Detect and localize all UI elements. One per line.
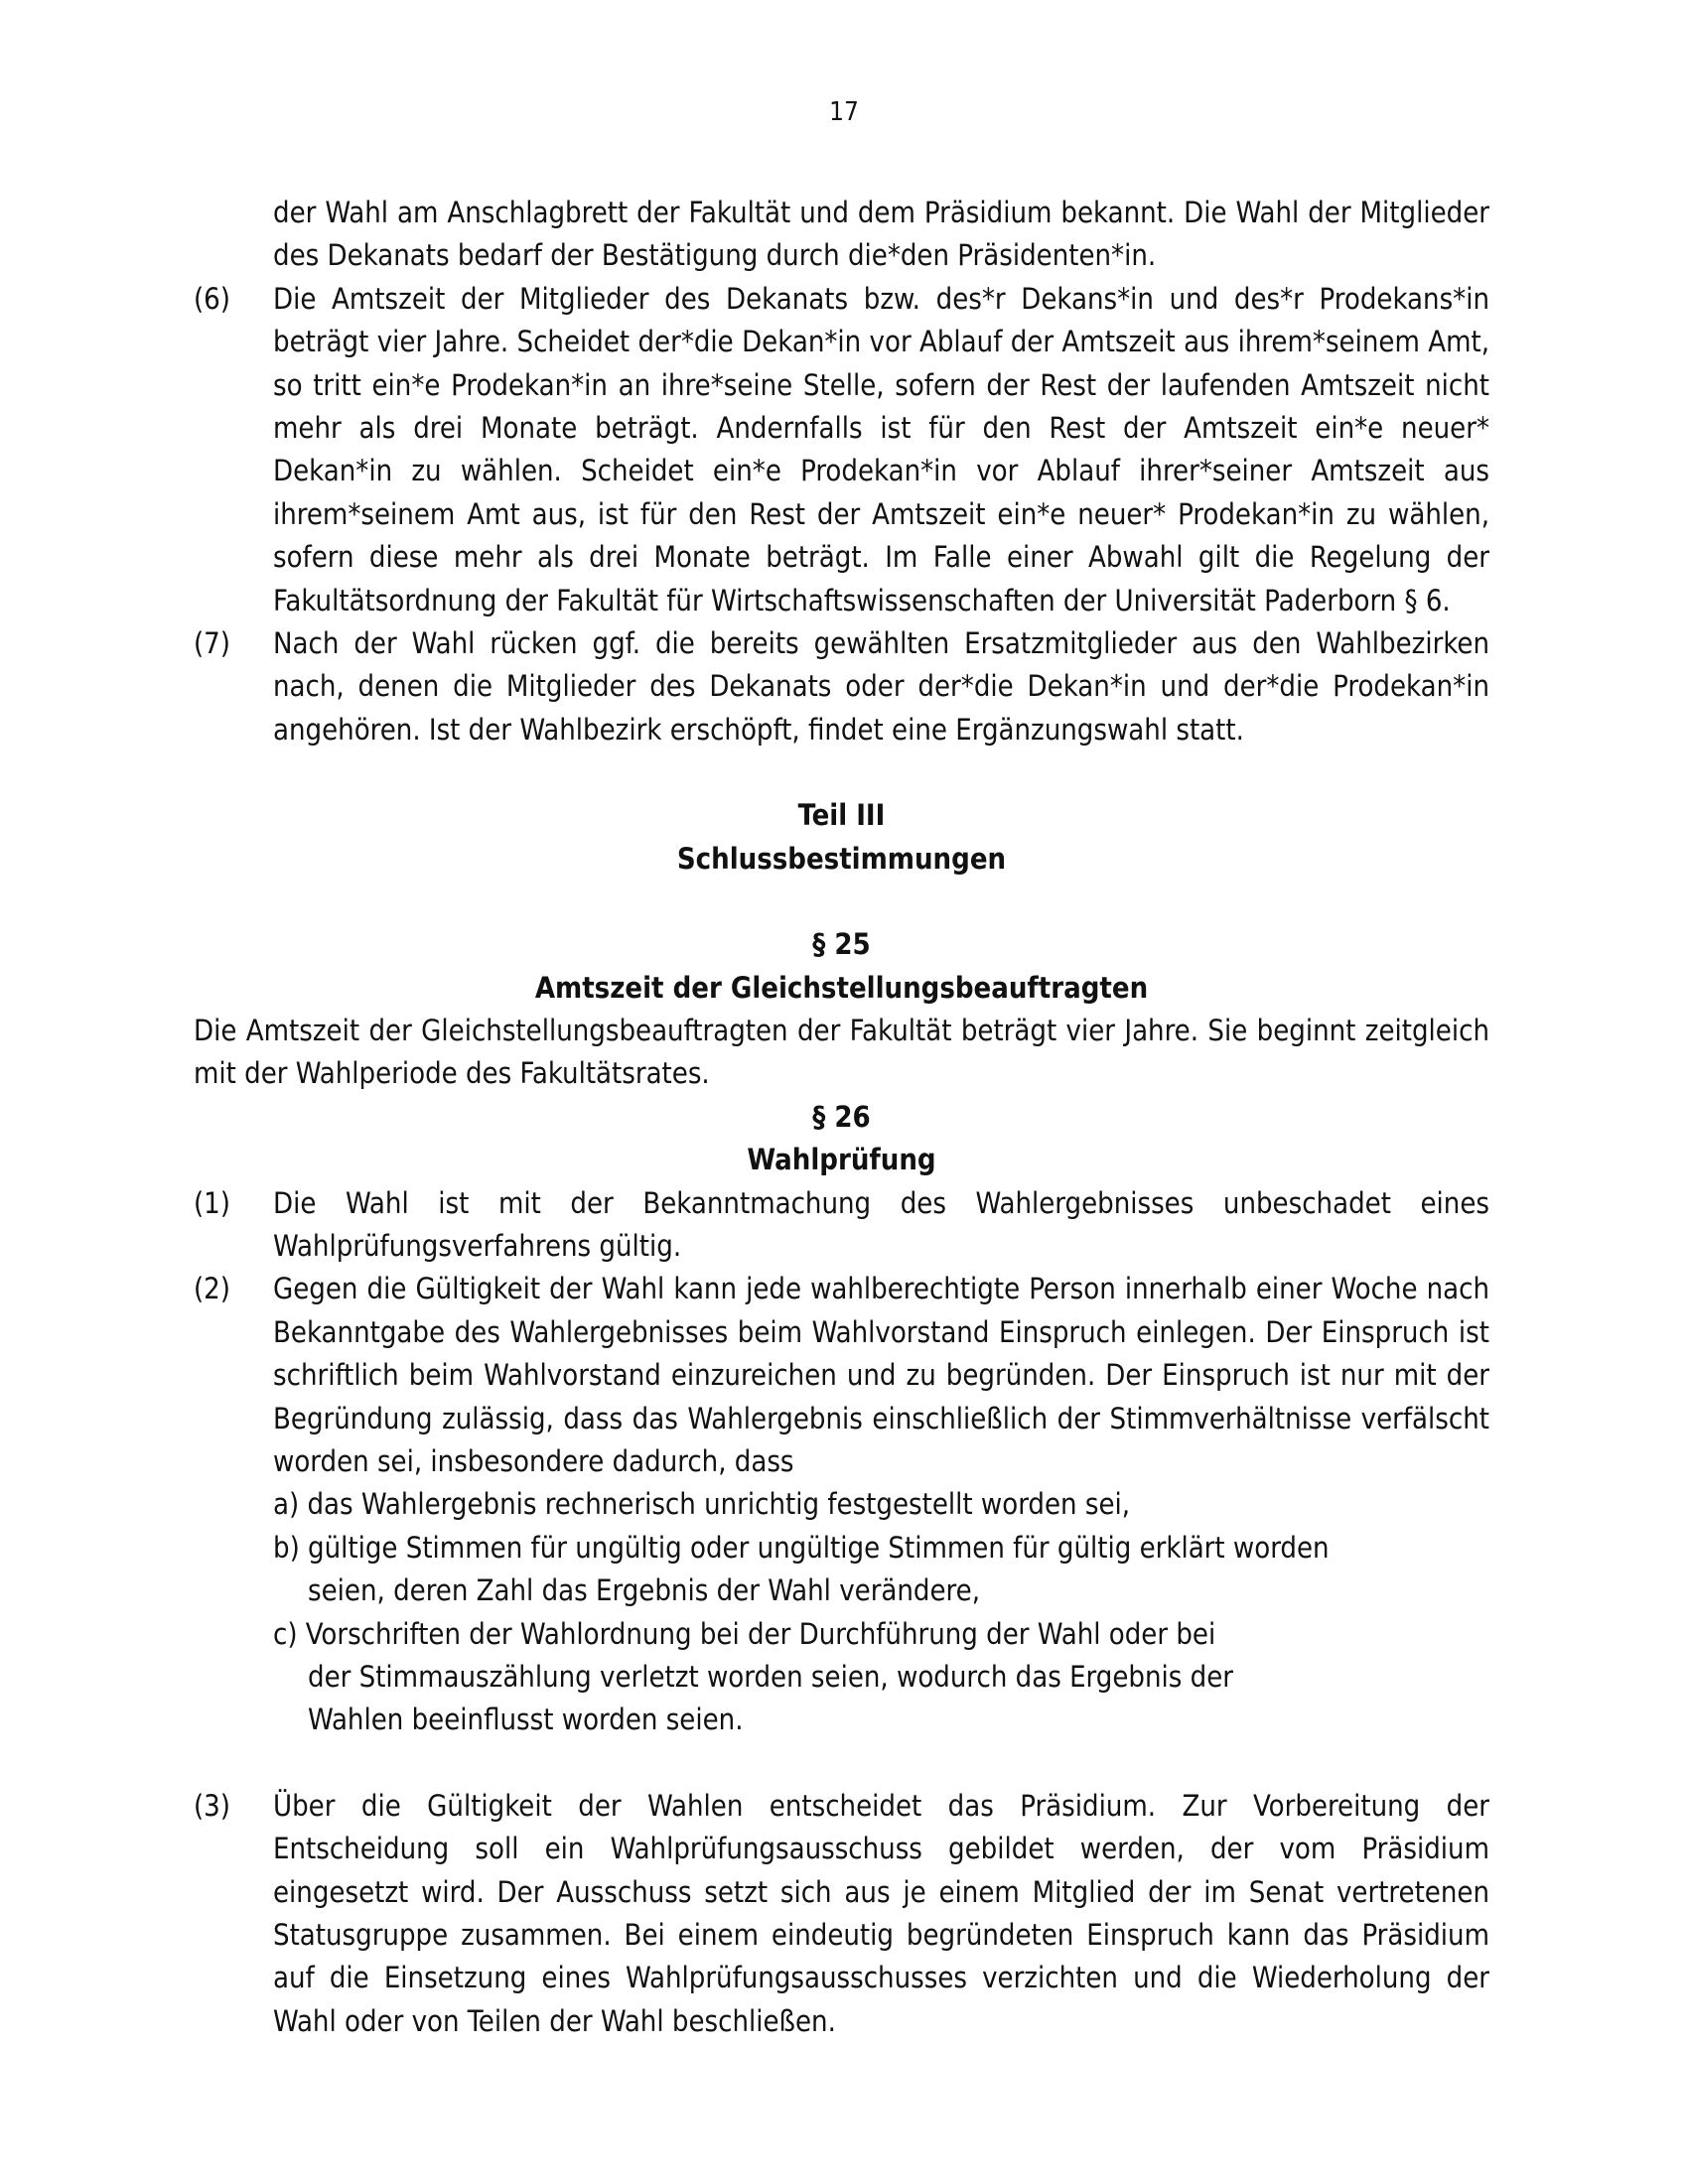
list-item-c-line-2: der Stimmauszählung verletzt worden seien, wodurch das Ergebnis der	[308, 1660, 1233, 1694]
part-heading-title: Schlussbestimmungen	[676, 841, 1007, 876]
spacer	[194, 1742, 1489, 1785]
section-26-paragraph-2	[194, 1268, 1489, 1483]
part-heading-number: Teil III	[797, 798, 886, 833]
section-26-paragraph-3	[194, 1785, 1489, 2043]
list-item-c-line-3: Wahlen beeinflusst worden seien.	[308, 1703, 744, 1737]
section-25-text: Die Amtszeit der Gleichstellungsbeauftragten der Fakultät beträgt vier Jahre. Sie beginnt zeitgleich mit der Wahlperiode des Fakultätsrates.	[194, 1013, 1489, 1091]
paragraph-number: (2)	[194, 1272, 230, 1306]
section-26-title: Wahlprüfung	[747, 1143, 936, 1177]
page-content	[194, 192, 1489, 2043]
paragraph-number: (7)	[194, 626, 230, 661]
list-item-b-line-1: b) gültige Stimmen für ungültig oder ungültige Stimmen für gültig erklärt worden	[273, 1530, 1330, 1565]
paragraph-text: Über die Gültigkeit der Wahlen entscheidet das Präsidium. Zur Vorbereitung der Entscheidung soll ein Wahlprüfungsausschuss gebildet werden, der vom Präsidium eingesetzt wird. Der Ausschuss setzt sich aus je einem Mitglied der im Senat vertretenen Statusgruppe zusammen. Bei einem eindeutig begründeten Einspruch kann das Präsidium auf die Einsetzung eines Wahlprüfungsausschusses verzichten und die Wiederholung der Wahl oder von Teilen der Wahl beschließen.	[273, 1788, 1489, 2038]
paragraph-number: (1)	[194, 1185, 230, 1220]
paragraph-number: (6)	[194, 281, 230, 316]
list-item-b-line-2: seien, deren Zahl das Ergebnis der Wahl verändere,	[308, 1573, 980, 1608]
section-25-title: Amtszeit der Gleichstellungsbeauftragten	[534, 970, 1149, 1005]
spacer	[194, 881, 1489, 923]
section-26-paragraph-1	[194, 1182, 1489, 1269]
paragraph-text: Die Wahl ist mit der Bekanntmachung des Wahlergebnisses unbeschadet eines Wahlprüfungsverfahrens gültig.	[273, 1185, 1489, 1263]
paragraph-text: Die Amtszeit der Mitglieder des Dekanats bzw. des*r Dekans*in und des*r Prodekans*in beträgt vier Jahre. Scheidet der*die Dekan*in vor Ablauf der Amtszeit aus ihrem*seinem Amt, so tritt ein*e Prodekan*in an ihre*seine Stelle, sofern der Rest der laufenden Amtszeit nicht mehr als drei Monate beträgt. Andernfalls ist für den Rest der Amtszeit ein*e neuer* Dekan*in zu wählen. Scheidet ein*e Prodekan*in vor Ablauf ihrer*seiner Amtszeit aus ihrem*seinem Amt aus, ist für den Rest der Amtszeit ein*e neuer* Prodekan*in zu wählen, sofern diese mehr als drei Monate beträgt. Im Falle einer Abwahl gilt die Regelung der Fakultätsordnung der Fakultät für Wirtschaftswissenschaften der Universität Paderborn § 6.	[273, 281, 1489, 617]
paragraph-6	[194, 278, 1489, 622]
list-item-c-line-1: c) Vorschriften der Wahlordnung bei der Durchführung der Wahl oder bei	[273, 1616, 1216, 1651]
page-number: 17	[829, 97, 859, 127]
paragraph-7	[194, 622, 1489, 751]
spacer	[194, 751, 1489, 794]
paragraph-text: Nach der Wahl rücken ggf. die bereits gewählten Ersatzmitglieder aus den Wahlbezirken nach, denen die Mitglieder des Dekanats oder der*die Dekan*in und der*die Prodekan*in angehören. Ist der Wahlbezirk erschöpft, findet eine Ergänzungswahl statt.	[273, 626, 1489, 747]
section-26-number: § 26	[812, 1099, 871, 1134]
paragraph-number: (3)	[194, 1788, 230, 1823]
list-item-a: a) das Wahlergebnis rechnerisch unrichtig festgestellt worden sei,	[273, 1487, 1131, 1522]
section-25-number: § 25	[812, 927, 871, 962]
paragraph-text: Gegen die Gültigkeit der Wahl kann jede wahlberechtigte Person innerhalb einer Woche nach Bekanntgabe des Wahlergebnisses beim Wahlvorstand Einspruch einlegen. Der Einspruch ist schriftlich beim Wahlvorstand einzureichen und zu begründen. Der Einspruch ist nur mit der Begründung zulässig, dass das Wahlergebnis einschließlich der Stimmverhältnisse verfälscht worden sei, insbesondere dadurch, dass	[273, 1272, 1489, 1478]
continuation-paragraph: der Wahl am Anschlagbrett der Fakultät und dem Präsidium bekannt. Die Wahl der Mitglieder des Dekanats bedarf der Bestätigung durch die*den Präsidenten*in.	[273, 196, 1489, 273]
